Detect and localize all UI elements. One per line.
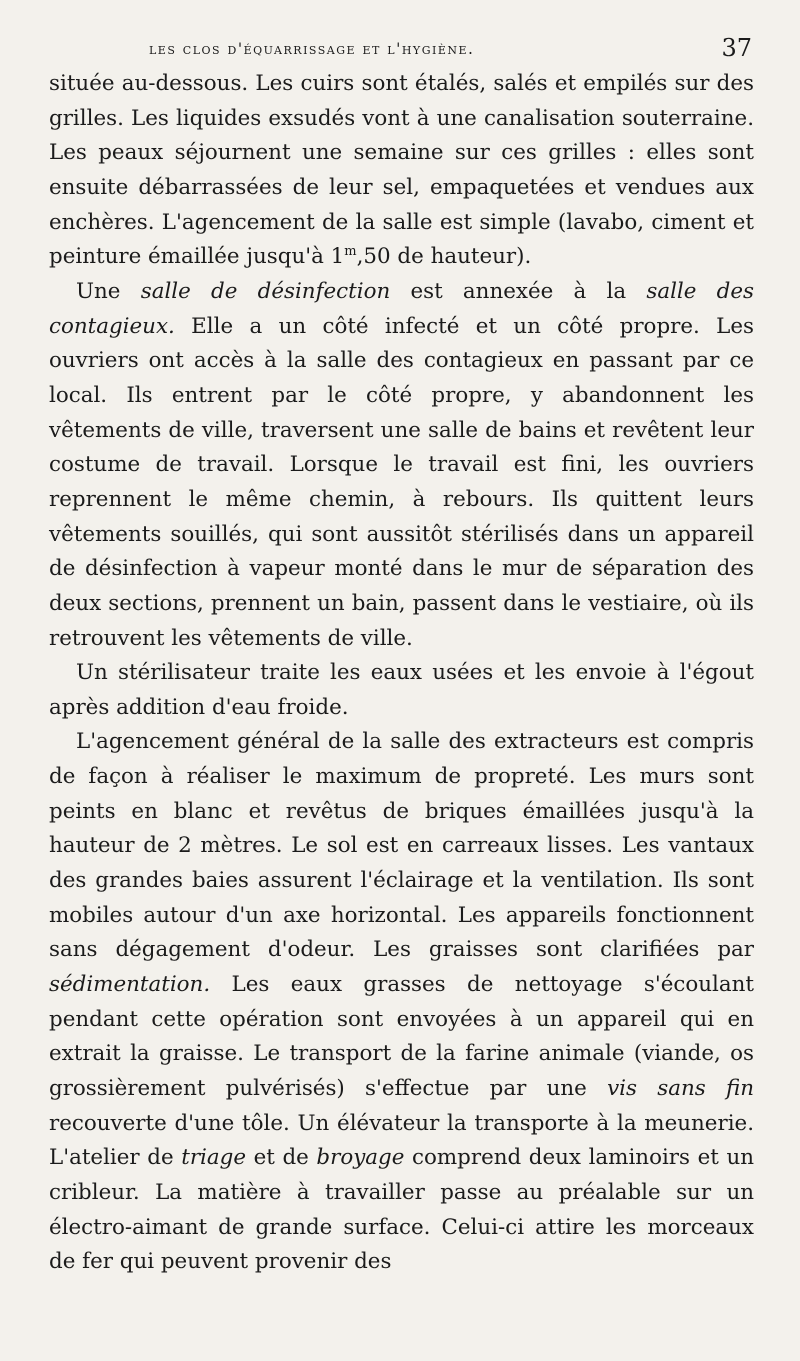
page-header	[49, 30, 754, 64]
paragraph-1	[49, 67, 754, 275]
paragraph-4	[49, 725, 754, 1280]
paragraph-4-emphasis-1: sédimentation.	[49, 972, 211, 998]
meter-superscript: m	[344, 244, 357, 260]
paragraph-1-text-end: ,50 de hauteur).	[356, 244, 532, 270]
paragraph-4-emphasis-4: broyage	[316, 1145, 405, 1171]
paragraph-4-text-5: comprend deux laminoirs et un cribleur. La matière à travailler passe au préalable sur un électro-aimant de grande surface. Celui-ci attire les morceaux de fer qui peuvent provenir des	[49, 1145, 754, 1275]
paragraph-4-text-4: et de	[246, 1145, 317, 1171]
body-text	[49, 67, 754, 1280]
paragraph-4-text-3: recouverte d'une tôle. Un élévateur la transporte à la meunerie. L'atelier de	[49, 1110, 754, 1171]
paragraph-4-text-2: Les eaux grasses de nettoyage s'écoulant pendant cette opération sont envoyées à un appareil qui en extrait la graisse. Le transport de la farine animale (viande, os grossièrement pulvérisés) s'effectue par une	[49, 972, 754, 1102]
paragraph-2-text-end: Elle a un côté infecté et un côté propre. Les ouvriers ont accès à la salle des contagieux en passant par ce local. Ils entrent par le côté propre, y abandonnent les vêtements de ville, traversent une salle de bains et revêtent leur costume de travail. Lorsque le travail est fini, les ouvriers reprennent le même chemin, à rebours. Ils quittent leurs vêtements souillés, qui sont aussitôt stérilisés dans un appareil de désinfection à vapeur monté dans le mur de séparation des deux sections, prennent un bain, passent dans le vestiaire, où ils retrouvent les vêtements de ville.	[49, 313, 754, 651]
paragraph-2-emphasis-1: salle de désinfection	[140, 278, 391, 304]
paragraph-2-emphasis-2: salle des contagieux.	[49, 278, 755, 339]
paragraph-2	[49, 275, 754, 656]
paragraph-4-text-1: L'agencement général de la salle des extracteurs est compris de façon à réaliser le maximum de propreté. Les murs sont peints en blanc et revêtus de briques émaillées jusqu'à la hauteur de 2 mètres. Le sol est en carreaux lisses. Les vantaux des grandes baies assurent l'éclairage et la ventilation. Ils sont mobiles autour d'un axe horizontal. Les appareils fonctionnent sans dégagement d'odeur. Les graisses sont clarifiées par	[49, 729, 754, 963]
paragraph-4-emphasis-2: vis sans fin	[607, 1076, 754, 1102]
paragraph-2-text-start: Une	[76, 278, 141, 304]
paragraph-3: Un stérilisateur traite les eaux usées et les envoie à l'égout après addition d'eau froide.	[49, 660, 754, 720]
page-number: 37	[721, 34, 752, 62]
paragraph-1-text: située au-dessous. Les cuirs sont étalés, salés et empilés sur des grilles. Les liquides exsudés vont à une canalisation souterraine. Les peaux séjournent une semaine sur ces grilles : elles sont ensuite débarrassées de leur sel, empaquetées et vendues aux enchères. L'agencement de la salle est simple (lavabo, ciment et peinture émaillée jusqu'à 1	[49, 71, 754, 270]
paragraph-2-text-middle: est annexée à la	[390, 278, 647, 304]
running-title: les clos d'équarrissage et l'hygiène.	[149, 40, 475, 58]
paragraph-4-emphasis-3: triage	[181, 1145, 246, 1171]
